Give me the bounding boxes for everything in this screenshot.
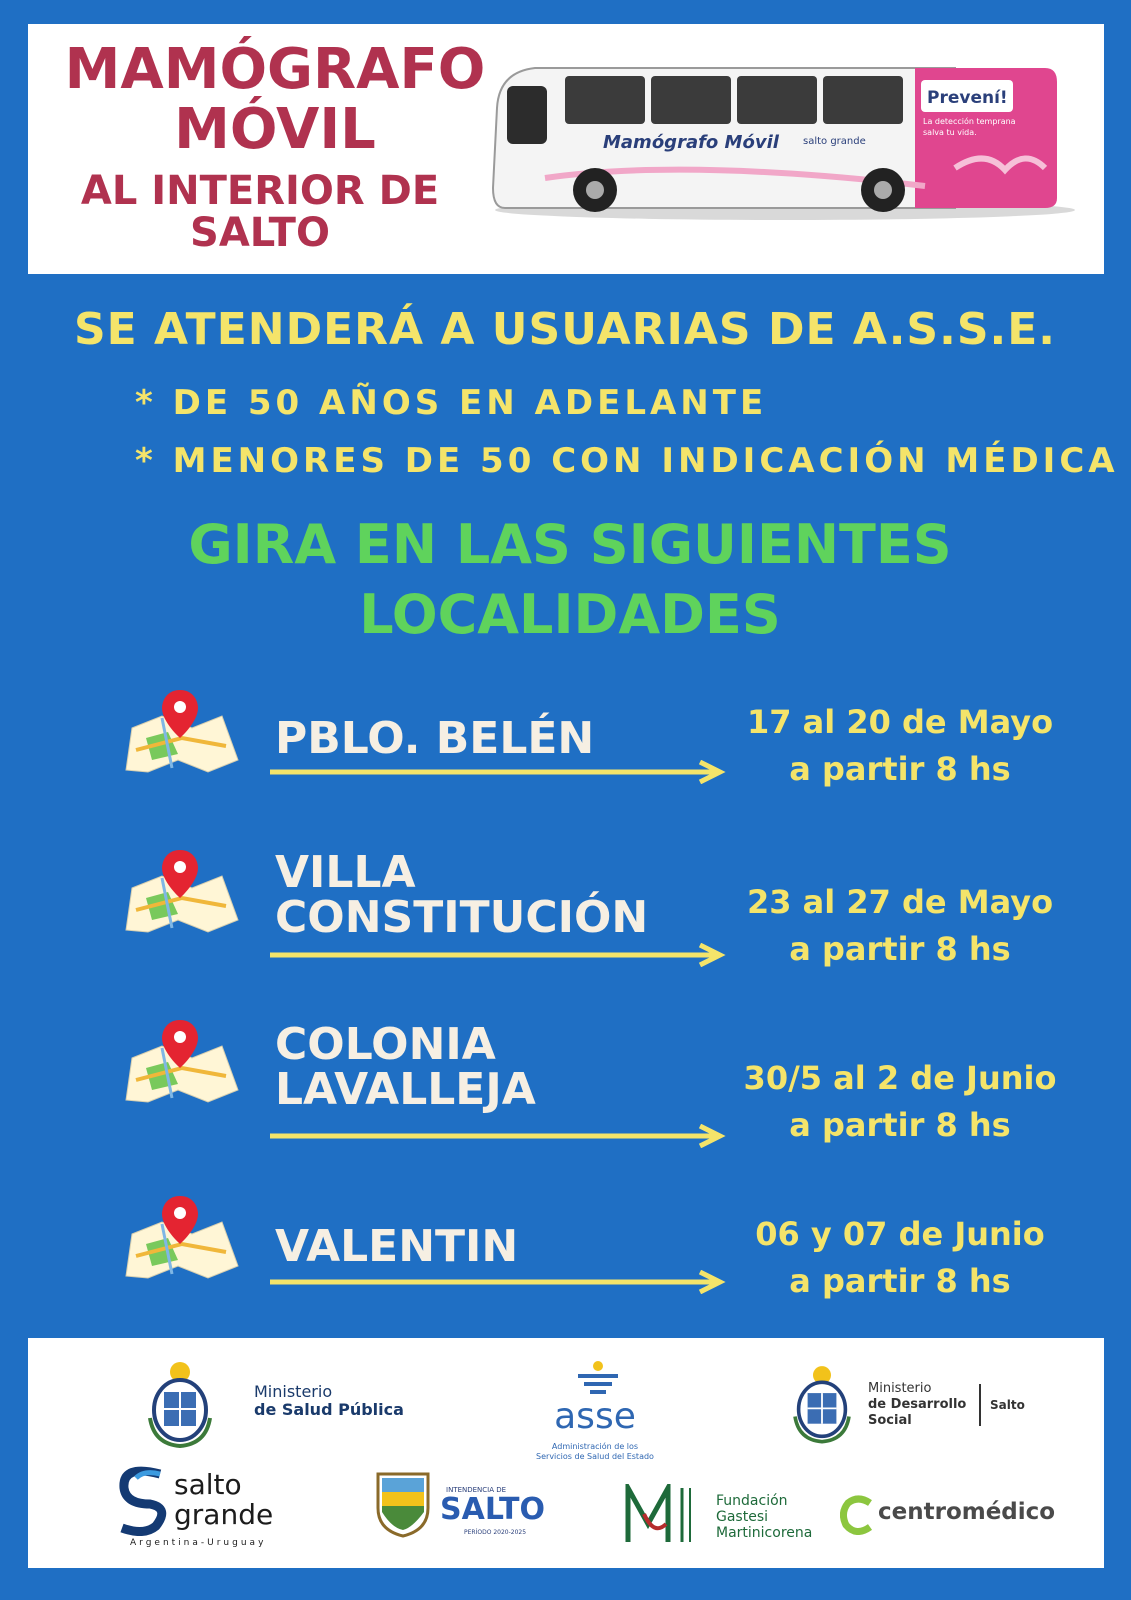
intendencia-small-label: INTENDENCIA DE bbox=[446, 1486, 507, 1494]
mides-line-2: de Desarrollo bbox=[868, 1397, 967, 1412]
stop-date: 06 y 07 de Junio bbox=[755, 1215, 1045, 1253]
bus-poster-title: Prevení! bbox=[927, 88, 1008, 108]
subtitle-line-1: AL INTERIOR DE bbox=[80, 168, 440, 214]
tour-heading bbox=[140, 510, 1000, 650]
asse-logo-name: asse bbox=[554, 1396, 636, 1437]
salto-grande-line-2: grande bbox=[174, 1498, 274, 1531]
mides-line-3: Social bbox=[868, 1413, 912, 1428]
tour-heading-line-1: GIRA EN LAS SIGUIENTES bbox=[188, 513, 952, 576]
page-title bbox=[40, 37, 510, 162]
mobile-mammography-bus-image bbox=[485, 58, 1085, 228]
audience-headline: SE ATENDERÁ A USUARIAS DE A.S.S.E. bbox=[73, 304, 1057, 355]
arrow-icon bbox=[270, 1270, 730, 1294]
fundacion-line-2: Gastesi bbox=[716, 1509, 769, 1525]
stop-date: 17 al 20 de Mayo bbox=[746, 703, 1054, 741]
bus-brand-text: salto grande bbox=[803, 136, 866, 147]
stop-date: 30/5 al 2 de Junio bbox=[743, 1059, 1057, 1097]
asse-caption-line-2: Servicios de Salud del Estado bbox=[536, 1452, 654, 1461]
msp-logo-text bbox=[254, 1383, 404, 1419]
title-line-2: MÓVIL bbox=[174, 97, 376, 162]
bus-poster-sub1: La detección temprana bbox=[923, 117, 1016, 126]
centromedico-name: centromédico bbox=[878, 1499, 1056, 1525]
fundacion-line-3: Martinicorena bbox=[716, 1525, 813, 1541]
salto-department-shield-icon bbox=[372, 1466, 434, 1538]
stop-2-place bbox=[275, 847, 649, 943]
arrow-icon bbox=[270, 760, 730, 784]
uruguay-coat-of-arms-icon bbox=[140, 1358, 220, 1448]
fundacion-gastesi-logo-icon bbox=[624, 1484, 700, 1544]
map-pin-icon bbox=[122, 688, 244, 784]
uruguay-coat-of-arms-icon bbox=[786, 1358, 858, 1448]
page-subtitle bbox=[40, 170, 480, 254]
criteria-item-age: * DE 50 AÑOS EN ADELANTE bbox=[135, 383, 768, 423]
stop-time: a partir 8 hs bbox=[789, 930, 1011, 968]
stop-place-line: CONSTITUCIÓN bbox=[275, 892, 649, 943]
title-line-1: MAMÓGRAFO bbox=[64, 37, 486, 102]
stop-date: 23 al 27 de Mayo bbox=[746, 883, 1054, 921]
mides-logo-text bbox=[868, 1381, 966, 1429]
stop-time: a partir 8 hs bbox=[789, 750, 1011, 788]
stop-2-schedule bbox=[735, 879, 1065, 973]
stop-place-line: LAVALLEJA bbox=[275, 1064, 536, 1115]
stop-place-line: VILLA bbox=[275, 847, 416, 898]
intendencia-name: SALTO bbox=[440, 1492, 545, 1527]
intendencia-period: PERÍODO 2020-2025 bbox=[464, 1529, 527, 1536]
criteria-item-medical: * MENORES DE 50 CON INDICACIÓN MÉDICA bbox=[135, 441, 1119, 481]
subtitle-line-2: SALTO bbox=[190, 210, 330, 256]
stop-3-place bbox=[275, 1019, 536, 1115]
map-pin-icon bbox=[122, 1018, 244, 1114]
fundacion-logo-text bbox=[716, 1493, 812, 1541]
centromedico-c-icon bbox=[840, 1495, 876, 1535]
asse-caption-line-1: Administración de los bbox=[551, 1442, 639, 1451]
stop-1-place bbox=[275, 713, 595, 764]
arrow-icon bbox=[270, 1124, 730, 1148]
tour-heading-line-2: LOCALIDADES bbox=[359, 583, 781, 646]
mides-divider bbox=[979, 1384, 981, 1426]
map-pin-icon bbox=[122, 848, 244, 944]
bus-poster-sub2: salva tu vida. bbox=[923, 128, 977, 137]
salto-grande-sub: Argentina-Uruguay bbox=[130, 1538, 267, 1548]
msp-line-1: Ministerio bbox=[254, 1382, 333, 1401]
stop-3-schedule bbox=[735, 1055, 1065, 1149]
arrow-icon bbox=[270, 943, 730, 967]
salto-grande-line-1: salto bbox=[174, 1468, 242, 1501]
salto-grande-s-icon bbox=[114, 1464, 170, 1536]
stop-time: a partir 8 hs bbox=[789, 1106, 1011, 1144]
stop-1-schedule bbox=[735, 699, 1065, 793]
stop-place-line: VALENTIN bbox=[275, 1221, 519, 1272]
mides-city: Salto bbox=[990, 1398, 1025, 1412]
salto-grande-logo-text bbox=[174, 1470, 273, 1530]
map-pin-icon bbox=[122, 1194, 244, 1290]
stop-4-place bbox=[275, 1221, 519, 1272]
stop-4-schedule bbox=[735, 1211, 1065, 1305]
stop-time: a partir 8 hs bbox=[789, 1262, 1011, 1300]
stop-place-line: COLONIA bbox=[275, 1019, 496, 1070]
asse-logo-caption bbox=[510, 1442, 680, 1462]
bus-caption-text: Mamógrafo Móvil bbox=[603, 132, 779, 153]
msp-line-2: de Salud Pública bbox=[254, 1400, 404, 1419]
stop-place-line: PBLO. BELÉN bbox=[275, 713, 595, 764]
asse-emblem-icon bbox=[576, 1360, 620, 1398]
mides-line-1: Ministerio bbox=[868, 1381, 932, 1396]
fundacion-line-1: Fundación bbox=[716, 1493, 788, 1509]
